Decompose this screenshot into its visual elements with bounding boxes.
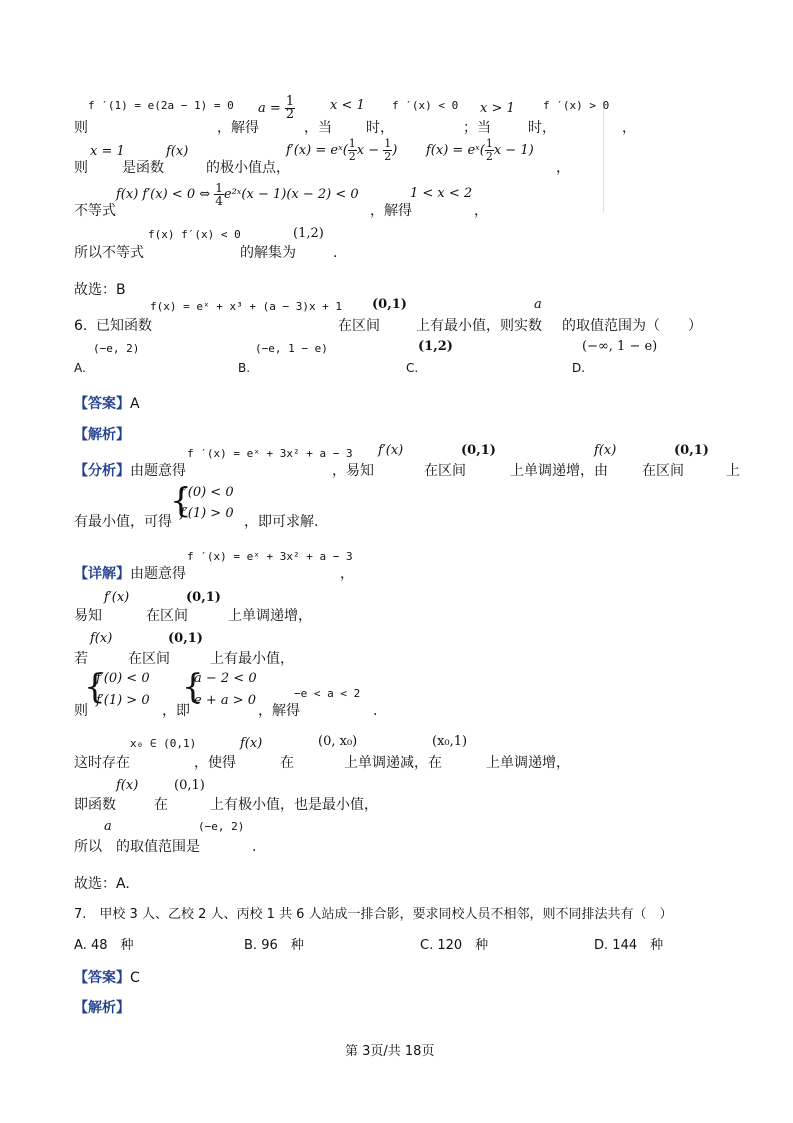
fenxi-text-yizhi: ，易知 <box>332 463 374 479</box>
formula-l4-sys-1: f′(0) < 0 <box>96 671 150 686</box>
formula-fenxi-fx: f(x) <box>594 443 617 458</box>
fenxi-line-1: 【分析】由题意得 <box>74 463 186 479</box>
fenxi-text-zaiqujian: 在区间 <box>424 463 466 479</box>
xiangjie-comma: ， <box>340 566 354 582</box>
text-jiejiwei: 的解集为 <box>240 245 296 261</box>
choose-b: 故选：B <box>74 282 126 298</box>
formula-fx-expression: f(x) = eˣ( $\frac{1}{2}$ x − 1) <box>426 137 534 163</box>
text-comma: ， <box>622 120 636 136</box>
formula-fp-lt-0: f ′(x) < 0 <box>392 99 459 112</box>
formula-l4-sys-2: f′(1) > 0 <box>96 693 150 708</box>
xiangjie-l3-zuixiao: 上有最小值， <box>210 651 294 667</box>
xiangjie-l4-ji: ，即 <box>162 703 190 719</box>
formula-l5-fx: f(x) <box>240 736 263 751</box>
formula-fp-expression: f′(x) = eˣ( $\frac{1}{2}$ x − $\frac{1}{2}$ ) <box>286 137 398 163</box>
formula-l5-interval-1: (0, x₀) <box>318 734 358 749</box>
formula-l3-fx: f(x) <box>90 631 113 646</box>
formula-q6-interval: (0,1) <box>372 297 407 312</box>
choose-a: 故选：A. <box>74 876 130 892</box>
xiangjie-l3-ruo: 若 <box>74 651 88 667</box>
formula-l5-x0: x₀ ∈ (0,1) <box>130 737 197 750</box>
q7-option-b: B. 96 种 <box>244 938 304 953</box>
text-ze: 则 <box>74 120 88 136</box>
q7-option-a: A. 48 种 <box>74 938 134 953</box>
formula-inequality-equiv: f(x) f′(x) < 0 ⇔ $\frac{1}{4}$ e²ˣ(x − 1)(x − 2) < 0 <box>116 181 359 208</box>
option-c-label: C. <box>406 361 419 375</box>
question-7-text: 7. 甲校 3 人、乙校 2 人、丙校 1 共 6 人站成一排合影，要求同校人员不相邻，则不同排法共有（ ） <box>74 907 673 922</box>
formula-fenxi-derivative: f ′(x) = eˣ + 3x² + a − 3 <box>187 447 353 460</box>
q7-option-d: D. 144 种 <box>594 938 664 953</box>
text-shi-hanshu: 是函数 <box>122 160 164 176</box>
xiangjie-l6-jihanshu: 即函数 <box>74 797 116 813</box>
answer-7: 【答案】C <box>74 970 140 986</box>
fenxi-text-youzuixiao: 有最小值，可得 <box>74 514 172 530</box>
xiangjie-l2-dandiao: 上单调递增， <box>228 608 312 624</box>
formula-a-value: a = $\frac{1}{2}$ <box>258 94 295 122</box>
formula-l7-var-a: a <box>104 819 112 834</box>
brace-fenxi: { <box>170 481 192 521</box>
formula-inequality: f(x) f′(x) < 0 <box>148 228 241 241</box>
text-shi-2: 时， <box>528 120 556 136</box>
formula-x-lt-1: x < 1 <box>330 98 365 113</box>
xiangjie-l2-yizhi: 易知 <box>74 608 102 624</box>
formula-l6-interval: (0,1) <box>174 778 205 793</box>
text-period: . <box>333 245 338 261</box>
xiangjie-l7-quzhi: 的取值范围是 <box>116 839 200 855</box>
scan-divider-line <box>603 100 604 212</box>
xiangjie-l4-jiede: ，解得 <box>258 703 300 719</box>
text-suoyibudengshi: 所以不等式 <box>74 245 144 261</box>
question-6-text-yizhi: 已知函数 <box>96 318 152 334</box>
formula-l5-interval-2: (x₀,1) <box>432 734 468 749</box>
formula-fenxi-interval-1: (0,1) <box>461 443 496 458</box>
formula-l6-fx: f(x) <box>116 778 139 793</box>
xiangjie-l7-period: . <box>252 839 257 855</box>
formula-l4-sys-3: a − 2 < 0 <box>194 671 257 686</box>
option-a-value: (−e, 2) <box>93 342 140 355</box>
xiangjie-l5-dizeng: 上单调递增， <box>486 755 570 771</box>
q7-option-c: C. 120 种 <box>420 938 489 953</box>
text-jixiaozhidian: 的极小值点， <box>206 160 290 176</box>
fenxi-text-zaiqujian-2: 在区间 <box>642 463 684 479</box>
formula-x-gt-1: x > 1 <box>480 101 515 116</box>
text-comma-2: ， <box>556 160 570 176</box>
option-b-label: B. <box>238 361 251 375</box>
answer-6: 【答案】A <box>74 396 140 412</box>
formula-q6-var-a: a <box>534 297 542 312</box>
xiangjie-l3-zaiqujian: 在区间 <box>128 651 170 667</box>
question-6-text-zaiqujian: 在区间 <box>338 318 380 334</box>
xiangjie-line-1: 【详解】由题意得 <box>74 566 186 582</box>
xiangjie-l5-zai: 在 <box>280 755 294 771</box>
xiangjie-l4-period: . <box>373 703 378 719</box>
xiangjie-l5-cunzai: 这时存在 <box>74 755 130 771</box>
formula-fx: f(x) <box>166 144 189 159</box>
text-shi-1: 时， <box>366 120 394 136</box>
option-d-value: (−∞, 1 − e) <box>582 339 658 354</box>
fenxi-text-dandiao: 上单调递增，由 <box>510 463 608 479</box>
xiangjie-l5-shide: ，使得 <box>194 755 236 771</box>
option-d-label: D. <box>572 361 586 375</box>
formula-xiangjie-derivative: f ′(x) = eˣ + 3x² + a − 3 <box>187 550 353 563</box>
xiangjie-l7-suoyi: 所以 <box>74 839 102 855</box>
xiangjie-l4-ze: 则 <box>74 703 88 719</box>
xiangjie-l6-zai: 在 <box>154 797 168 813</box>
formula-fenxi-sys-2: f′(1) > 0 <box>180 506 234 521</box>
xiangjie-l2-zaiqujian: 在区间 <box>146 608 188 624</box>
formula-l4-sys-4: e + a > 0 <box>194 693 257 708</box>
xiangjie-l5-dijian: 上单调递减，在 <box>344 755 442 771</box>
formula-fenxi-sys-1: f′(0) < 0 <box>180 485 234 500</box>
question-6-number: 6. <box>74 318 88 334</box>
text-budengshi: 不等式 <box>74 203 116 219</box>
analysis-7-heading: 【解析】 <box>74 1000 130 1016</box>
analysis-6-heading: 【解析】 <box>74 427 130 443</box>
brace-l4-left: { <box>84 667 106 707</box>
text-jiede-3: ，解得 <box>370 203 412 219</box>
text-comma-3: ， <box>474 203 488 219</box>
formula-fenxi-fpx: f′(x) <box>378 443 404 458</box>
formula-f1-equation: f ′(1) = e(2a − 1) = 0 <box>88 99 234 112</box>
formula-fenxi-interval-2: (0,1) <box>674 443 709 458</box>
text-dang-2: ；当 <box>463 120 491 136</box>
question-6-text-quzhi: 的取值范围为（ ） <box>562 318 702 334</box>
formula-interval-1-2: (1,2) <box>293 226 324 241</box>
formula-x-eq-1: x = 1 <box>90 144 125 159</box>
formula-l4-range: −e < a < 2 <box>294 687 361 700</box>
question-6-text-shangyou: 上有最小值，则实数 <box>416 318 542 334</box>
text-dang-1: ，当 <box>304 120 332 136</box>
option-c-value: (1,2) <box>418 339 453 354</box>
page-footer: 第 3页/共 18页 <box>345 1044 435 1059</box>
text-ze-2: 则 <box>74 160 88 176</box>
text-jiede: ，解得 <box>217 120 259 136</box>
formula-l7-range: (−e, 2) <box>198 820 245 833</box>
formula-range-x: 1 < x < 2 <box>410 186 473 201</box>
brace-l4-right: { <box>182 667 204 707</box>
formula-l3-interval: (0,1) <box>168 631 203 646</box>
fenxi-text-shang: 上 <box>726 463 740 479</box>
formula-l2-fp: f′(x) <box>104 590 130 605</box>
option-a-label: A. <box>74 361 86 375</box>
fenxi-text-jikeqiujie: ，即可求解. <box>244 514 319 530</box>
option-b-value: (−e, 1 − e) <box>255 342 328 355</box>
xiangjie-l6-jixiaozhi: 上有极小值，也是最小值， <box>210 797 378 813</box>
formula-q6-function: f(x) = eˣ + x³ + (a − 3)x + 1 <box>150 300 343 313</box>
formula-fp-gt-0: f ′(x) > 0 <box>543 99 610 112</box>
formula-l2-interval: (0,1) <box>186 590 221 605</box>
